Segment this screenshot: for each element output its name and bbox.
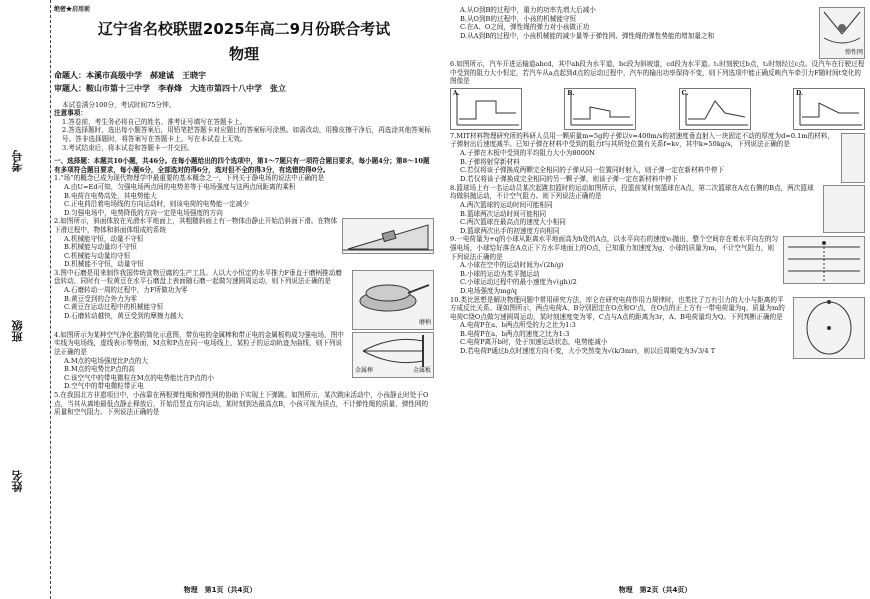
figure-label: 弹性网 [844,49,863,57]
xingming-label: 姓名 [11,470,24,492]
option: A.两次篮球的运动时间可能相同 [460,200,553,209]
option: B.从O到B的过程中，小孩的机械能守恒 [460,14,577,23]
note-line: 1.答卷前，考生务必将自己的姓名、准考证号填写在答题卡上。 [62,117,247,126]
section-heading: 一、选择题：本题共10小题，共46分。在每小题给出的四个选项中，第1～7题只有一项符合题目要求，每小题4分；第8～10题有多项符合题目要求，每小题6分，全部选对的得6分，选对但不全的得3分，有选错的得0分。 [54,157,430,174]
option: C.机械能与动量均守恒 [64,251,131,260]
footer-right: 物理 第2页（共4页） [618,586,692,594]
orbit-figure [793,297,865,359]
option: C.两次篮球在最高点的速度大小相同 [460,218,566,227]
question-stem: 6.如图所示，汽车开进运输道abcd，其中ab段为水平道，bc段为斜坡道，cd段为水平道。t₁时刻驶过b点，t₂时刻经过c点。设汽车在行驶过程中受到的阻力大小恒定，若汽车从a点起到d点的运动过程中，汽车的输出功率保持不变，则下列选项中能正确反映汽车牵引力F随时间t变化的图像是 [450,60,865,86]
note-line: 本试卷满分100分，考试时间75分钟。 [62,100,176,109]
millstone-figure [352,270,434,330]
air-purifier-figure [352,332,434,378]
millstone-drawing [353,271,433,321]
graph-option-c [679,88,751,130]
option: B.电荷P在a、b两点的速度之比为1:3 [460,329,570,338]
option: B.机械能与动量均不守恒 [64,243,137,252]
graph-option-b [564,88,636,130]
left-content [54,6,434,417]
option: D.若电荷P通过b点时速度方向不变，大小突然变为√(k/3mr)，则以后周期变为3√3/4 T [460,347,716,356]
figure-label: 磨柄 [418,319,431,327]
option: D.机械能不守恒，动量守恒 [64,260,144,269]
footer-left: 物理 第1页（共4页） [183,586,257,594]
binding-margin [4,0,51,599]
option: A.机械能守恒，动量不守恒 [64,234,144,243]
graph-c-drawing [680,89,750,129]
field-lines-drawing [353,333,433,369]
trampoline-drawing [820,8,864,50]
option: D.空气中的带电微粒带正电 [64,382,144,391]
author-line-2: 审题人：鞍山市第十三中学 李春烽 大连市第四十八中学 张立 [54,83,286,93]
option: A.石磨转动一周的过程中，力F所做功为零 [64,286,188,295]
secret-mark: 绝密★启用前 [54,6,91,13]
question-stem: 10.类比思想是解决物理问题中常用研究方法，库仑在研究电荷作用力规律时，也类比了万有引力的大小与距离的平方成反比关系。现如图所示，两点电荷A、B分别固定在O点和O'点，在O点的正上方有一带电荷量为q、质量为m的电荷C绕O点做匀速圆周运动，某时刻速度变为零，C点与A点的距离为3r，A、B电荷量均为Q。下列判断正确的是 [450,295,785,321]
graph-options [450,88,865,130]
option: C.黄豆在运动过程中的机械能守恒 [64,303,164,312]
option: A.从O到B的过程中，重力的功率先增大后减小 [460,6,596,14]
option: C.电荷P离开b时，处于加速运动状态，电势能减小 [460,338,608,347]
option: B.小球的运动为类平抛运动 [460,269,540,278]
electric-field-figure [783,236,865,284]
graph-d-drawing [794,89,864,129]
option: A.子弹在木板中受到的平均阻力大小为8000N [460,148,595,157]
graph-option-a [450,88,522,130]
option: A.小球在空中的运动时间为√(2h/g) [460,261,564,270]
incline-figure [342,218,434,254]
material-block-figure [841,133,865,183]
option: B.子弹将射穿新材料 [460,157,520,166]
option: D.石磨转动越快，黄豆受到的摩擦力越大 [64,311,184,320]
option-letter: A. [453,89,460,97]
question-stem: 8.篮球场上有一名运动员某次起跳扣篮时的运动如图所示，投篮前某时刻篮球在A点，第二次篮球在A点右侧的B点，两次篮球均做斜抛运动，不计空气阻力。则下列说法正确的是 [450,183,814,201]
banji-label: 班级 [11,320,24,342]
figure-label: 金属板 [412,367,431,375]
right-content [450,6,865,360]
option: C.该空气中的带电微粒在M点的电势能比在P点的小 [64,373,214,382]
author-line-1: 命题人：本溪市高级中学 郝建诚 王晓宇 [54,70,206,80]
option: D.匀强电场中，电势降低的方向一定是电场强度的方向 [64,208,223,217]
option: C.若仅将该子弹换成两颗完全相同的子弹从同一位置同时射入，则子弹一定在新材料中停下 [460,166,725,175]
question-stem: 4.如图所示为某种空气净化器的简化示意图，带负电的金属棒和带正电的金属板构成匀强电场，图中实线为电场线，虚线表示等势面，M点和P点在同一电场线上，某粒子的运动轨迹为曲线，则下列说法正确的是 [54,330,344,357]
subject-title: 物理 [228,44,259,63]
option: B.篮球两次运动时间可能相同 [460,209,547,218]
option: B.电荷在电势高处，其电势能大 [64,191,157,200]
graph-b-drawing [565,89,635,129]
option: D.篮球两次出手的初速度方向相同 [460,226,560,235]
graph-a-drawing [451,89,521,129]
option-letter: C. [681,89,689,97]
question-stem: 3.图中石磨是用来制作我国传统食物豆腐的生产工具。人以大小恒定的水平推力F垂直于磨柄推动磨盘转动，同时有一粒黄豆在水平石磨盘上表面随石磨一起做匀速圆周运动，则下列说法正确的是 [54,268,342,286]
option: D.从A到B的过程中，小孩机械能的减少量等于弹性网、弹性绳的弹性势能的增加量之和 [460,31,715,40]
option: B.M点的电势比P点的高 [64,365,135,374]
option: C.正电荷沿着电场线的方向运动时，则该电荷的电势能一定减少 [64,200,249,209]
option: C.在A、O之间，弹性绳的弹力对小孩做正功 [460,23,590,32]
note-line: 注意事项： [54,109,87,118]
page-right [440,0,870,599]
figure-label: 金属棒 [355,367,374,375]
trampoline-figure [819,7,865,59]
option: A.电荷P在a、b两点所受的力之比为1:3 [460,321,576,330]
question-stem: 5.在我国北方非遗项目中，小孩靠在两根弹性绳和弹性网的协助下实现上下弹跳。如图所示，某次跳床活动中，小孩静止时处于O点，当其从离地最低点静止释放后，开始沿竖直方向运动，某时刻到达最高点B，小孩可视为质点，不计弹性绳的质量，弹性网的质量和空气阻力。下列说法正确的是 [54,391,429,417]
option: D.电场强度为mg/q [460,286,518,295]
option-letter: B. [567,89,575,97]
option: D.若仅将该子弹换成完全相同的另一颗子弹，则该子弹一定在新材料中停下 [460,174,679,183]
exam-title: 辽宁省名校联盟2025年高二9月份联合考试 [97,19,391,38]
question-stem: 1.“场”的概念已成为现代物理学中最重要的基本概念之一，下列关于静电场的说法中正确的是 [54,174,325,183]
question-stem: 7.MIT材料物理研究所的科研人员用一颗质量m=5g的子弹以v=400m/s的初速度垂直射入一块固定不动的厚度为d=0.1m的材料，子弹射出后速度减半。已知子弹在材料中受到的阻力f与其所处位置有关系f=kv，其中k=50kg/s，下列说法正确的是 [450,131,834,149]
option: A.M点的电场强度比P点的大 [64,356,148,365]
option-letter: D. [795,89,804,97]
option: C.小球运动过程中的最小速度为√(gh)/2 [460,278,577,287]
note-line: 3.考试结束后，将本试卷和答题卡一并交回。 [62,143,194,152]
basketball-figure [823,185,865,233]
note-line: 2.答选择题时，选出每小题答案后，用铅笔把答题卡对应题目的答案标号涂黑。如需改动，用橡皮擦干净后，再选涂其他答案标号。答非选择题时，将答案写在答题卡上。写在本试卷上无效。 [62,126,431,143]
graph-option-d [793,88,865,130]
question-stem: 9.一电荷量为+q的小球从距离水平地面高为h处的A点，以水平向右的速度v₀抛出，整个空间存在着水平向左的匀强电场，小球恰好落在A点正下方水平地面上的O点，已知重力加速度为g，小球的质量为m，不计空气阻力，则下列说法正确的是 [450,235,779,261]
question-stem: 2.如图所示，斜面体放在光滑水平地面上，其粗糙斜面上有一物体由静止开始沿斜面下滑。在物体下滑过程中，物体和斜面体组成的系统 [54,217,338,234]
option: B.黄豆受到的合外力为零 [64,294,137,303]
kaohao-label: 考号 [11,150,24,172]
option: A.由U=Ed可知，匀强电场两点间的电势差等于电场强度与这两点间距离的乘积 [64,182,296,191]
